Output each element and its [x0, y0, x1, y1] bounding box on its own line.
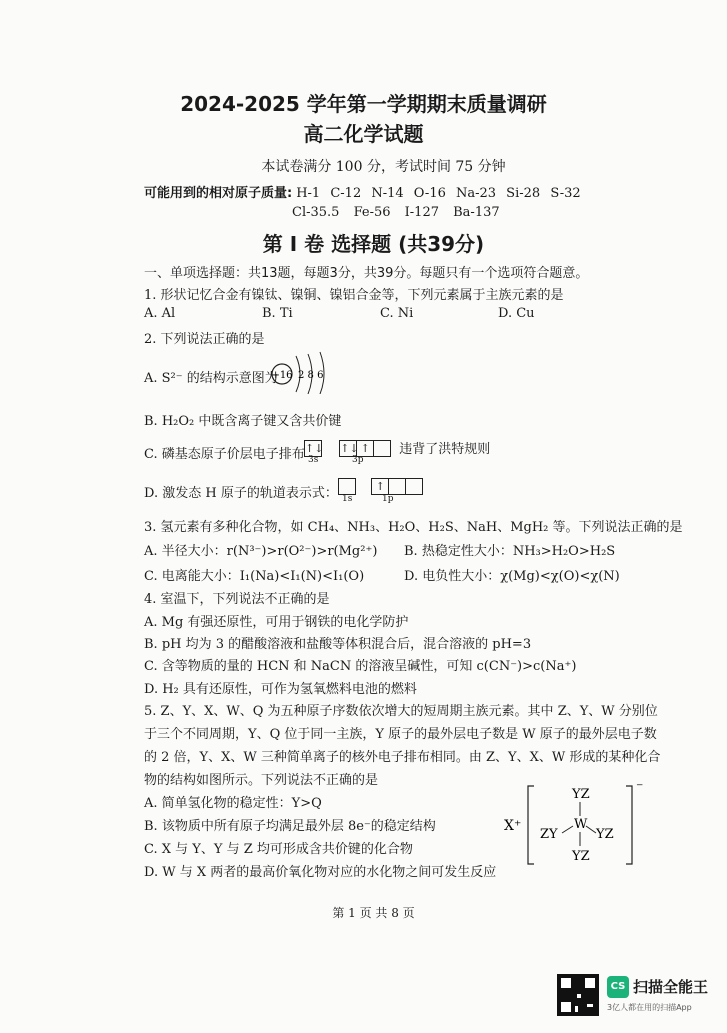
orbital-1s: [338, 478, 356, 495]
q3-option-d: D. 电负性大小：χ(Mg)<χ(O)<χ(N): [404, 569, 620, 584]
exam-subtitle: 高二化学试题: [303, 122, 424, 146]
q2-option-c-post: 违背了洪特规则: [399, 442, 491, 457]
q5-option-c: C. X 与 Y、Y 与 Z 均可形成含共价键的化合物: [144, 842, 413, 857]
q1-option-b: B. Ti: [262, 306, 293, 321]
orbital-3s: ↑↓: [305, 442, 324, 455]
atomic-mass-label: 可能用到的相对原子质量:: [144, 186, 293, 201]
section-intro: 一、单项选择题：共13题，每题3分，共39分。每题只有一个选项符合题意。: [144, 266, 589, 281]
q4-option-b: B. pH 均为 3 的醋酸溶液和盐酸等体积混合后，混合溶液的 pH=3: [144, 637, 532, 652]
label-1s: 1s: [342, 494, 353, 504]
q4-stem: 4. 室温下，下列说法不正确的是: [144, 592, 330, 607]
hydrogen-orbital-diagram: [338, 476, 422, 504]
q2-stem: 2. 下列说法正确的是: [144, 332, 265, 347]
section-title: 第 I 卷 选择题 (共39分): [262, 232, 485, 256]
q3-option-b: B. 热稳定性大小：NH₃>H₂O>H₂S: [404, 544, 616, 559]
orbital-1p-1: ↑: [371, 478, 389, 495]
q2-option-a-text: A. S²⁻ 的结构示意图为: [144, 371, 278, 386]
nucleus-charge: +16: [271, 370, 293, 381]
phosphorus-orbital-diagram: [304, 438, 491, 465]
orbital-3p-1: ↑↓: [340, 442, 359, 455]
q5-option-b: B. 该物质中所有原子均满足最外层 8e⁻的稳定结构: [144, 819, 436, 834]
structure-right: YZ: [596, 827, 614, 842]
structure-left: ZY: [540, 827, 558, 842]
q5-option-a: A. 简单氢化物的稳定性：Y>Q: [144, 796, 322, 811]
exam-title: 2024-2025 学年第一学期期末质量调研: [180, 92, 547, 116]
orbital-1p-3: [405, 478, 423, 495]
q1-option-a: A. Al: [144, 306, 176, 321]
exam-note: 本试卷满分 100 分，考试时间 75 分钟: [261, 159, 506, 175]
q5-line3: 的 2 倍，Y、X、W 三种简单离子的核外电子排布相同。由 Z、Y、X、W 形成的某种化合: [144, 750, 661, 765]
structure-bottom: YZ: [572, 849, 590, 864]
q3-option-a: A. 半径大小：r(N³⁻)>r(O²⁻)>r(Mg²⁺): [144, 544, 378, 559]
q5-option-d: D. W 与 X 两者的最高价氧化物对应的水化物之间可发生反应: [144, 865, 497, 880]
q4-option-c: C. 含等物质的量的 HCN 和 NaCN 的溶液呈碱性，可知 c(CN⁻)>c(Na⁺): [144, 659, 577, 674]
compound-structure-diagram: [500, 780, 650, 870]
q4-option-a: A. Mg 有强还原性，可用于钢铁的电化学防护: [144, 615, 409, 630]
scanner-tagline: 3亿人都在用的扫描App: [607, 1003, 692, 1012]
q4-option-d: D. H₂ 具有还原性，可作为氢氧燃料电池的燃料: [144, 682, 417, 697]
q2-option-c-pre: C. 磷基态原子价层电子排布: [144, 447, 305, 462]
atomic-masses-values: H-1 C-12 N-14 O-16 Na-23 Si-28 S-32: [296, 186, 581, 201]
orbital-3p-3: [373, 440, 391, 457]
q1-stem: 1. 形状记忆合金有镍钛、镍铜、镍铝合金等，下列元素属于主族元素的是: [144, 288, 564, 303]
scanner-watermark: [557, 968, 717, 1028]
atomic-masses-line2: Cl-35.5 Fe-56 I-127 Ba-137: [292, 205, 500, 220]
structure-cation: X⁺: [504, 818, 522, 834]
q5-line2: 于三个不同周期，Y、Q 位于同一主族，Y 原子的最外层电子数是 W 原子的最外层电子数: [144, 727, 657, 742]
structure-center: W: [574, 817, 588, 832]
scanner-brand: 扫描全能王: [633, 978, 709, 996]
atomic-masses-line1: [144, 182, 581, 201]
orbital-1p-2: [388, 478, 406, 495]
q2-option-d: [144, 482, 338, 501]
q2-option-c: [144, 443, 305, 462]
structure-charge: ⁻: [636, 780, 644, 796]
qr-code-icon: [557, 974, 599, 1016]
page-number: 第 1 页 共 8 页: [332, 906, 415, 920]
orbital-3p-2: ↑: [356, 440, 374, 457]
q2-option-a: [144, 367, 278, 386]
q1-option-c: C. Ni: [380, 306, 414, 321]
atomic-structure-diagram: [268, 346, 338, 394]
q3-stem: 3. 氢元素有多种化合物，如 CH₄、NH₃、H₂O、H₂S、NaH、MgH₂ 等。下列说法正确的是: [144, 520, 683, 535]
label-1p: 1p: [382, 494, 394, 504]
label-3p: 3p: [352, 455, 364, 465]
structure-top: YZ: [572, 787, 590, 802]
q5-line4: 物的结构如图所示。下列说法不正确的是: [144, 773, 379, 788]
cs-logo-icon: CS: [607, 976, 629, 998]
q2-option-d-pre: D. 激发态 H 原子的轨道表示式：: [144, 486, 338, 501]
q2-option-b: B. H₂O₂ 中既含离子键又含共价键: [144, 414, 342, 429]
q5-line1: 5. Z、Y、X、W、Q 为五种原子序数依次增大的短周期主族元素。其中 Z、Y、W 分别位: [144, 704, 658, 719]
label-3s: 3s: [308, 455, 319, 465]
electron-shells: 2 8 6: [298, 370, 324, 381]
q3-option-c: C. 电离能大小：I₁(Na)<I₁(N)<I₁(O): [144, 569, 365, 584]
q1-option-d: D. Cu: [498, 306, 535, 321]
q1-options: [144, 306, 616, 321]
